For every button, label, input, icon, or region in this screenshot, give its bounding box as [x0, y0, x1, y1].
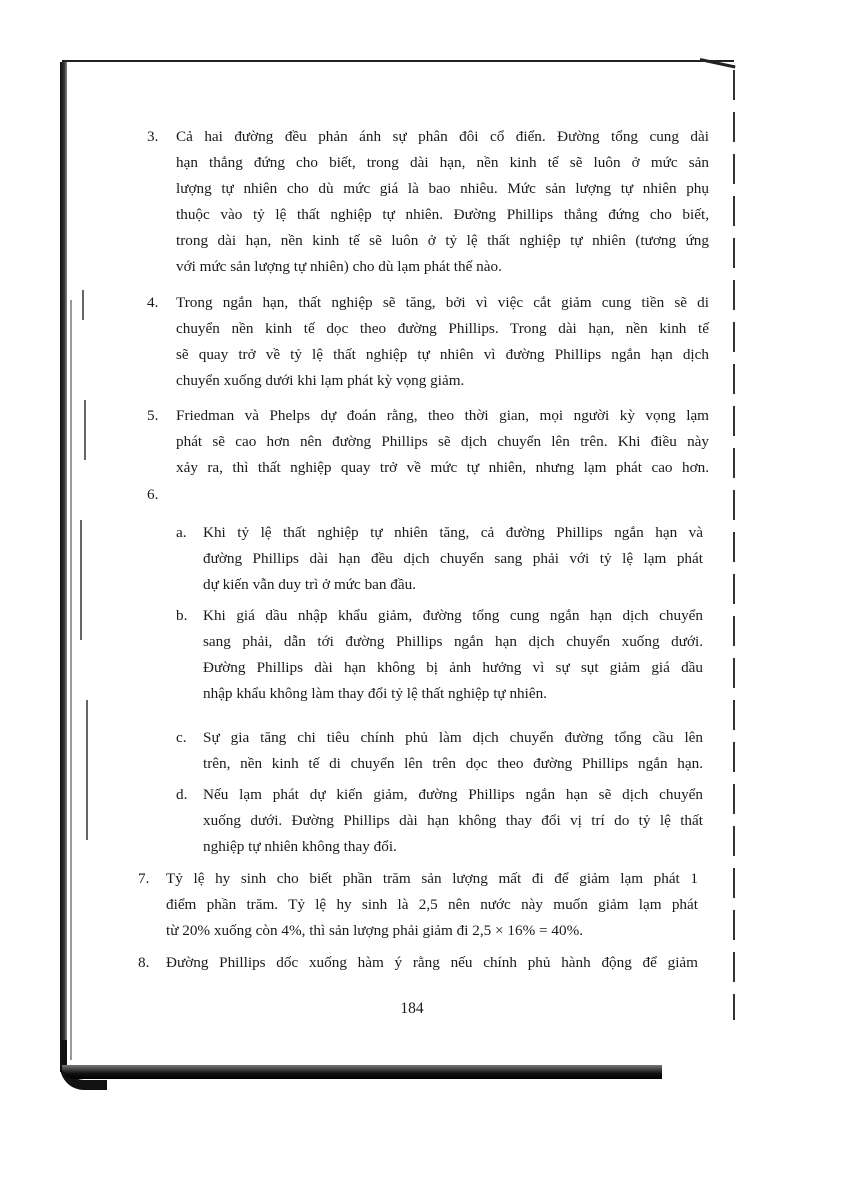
answer-4: [176, 290, 709, 394]
text-line: trên, nền kinh tế di chuyển lên trên dọc theo đường Phillips ngắn hạn.: [203, 755, 703, 772]
subitem-letter: d.: [176, 786, 188, 803]
answer-8: [166, 950, 698, 976]
answer-7: [166, 866, 698, 944]
text-line: nghiệp tự nhiên không thay đổi.: [203, 838, 397, 855]
text-line: lượng tự nhiên cho dù mức giá là bao nhiêu. Mức sản lượng tự nhiên phụ: [176, 180, 709, 197]
item-number: 6.: [147, 486, 159, 503]
subitem-letter: b.: [176, 607, 188, 624]
text-line: Đường Phillips dốc xuống hàm ý rằng nếu chính phủ hành động để giảm: [166, 954, 698, 971]
text-line: từ 20% xuống còn 4%, thì sản lượng phải giảm đi 2,5 × 16% = 40%.: [166, 922, 584, 939]
text-line: Tỷ lệ hy sinh cho biết phần trăm sản lượng mất đi để giảm lạm phát 1: [166, 870, 698, 887]
text-line: thuộc vào tỷ lệ thất nghiệp tự nhiên. Đường Phillips thẳng đứng cho biết,: [176, 206, 709, 223]
text-line: chuyển xuống dưới khi lạm phát kỳ vọng giảm.: [176, 372, 465, 389]
text-line: chuyển nền kinh tế dọc theo đường Phillips. Trong dài hạn, nền kinh tế: [176, 320, 709, 337]
answer-6b: [203, 603, 703, 707]
text-line: Cả hai đường đều phản ánh sự phân đôi cổ điển. Đường tổng cung dài: [176, 128, 709, 145]
text-line: hạn thẳng đứng cho biết, trong dài hạn, nền kinh tế sẽ luôn ở mức sản: [176, 154, 709, 171]
text-line: điểm phần trăm. Tỷ lệ hy sinh là 2,5 nên nước này muốn giảm lạm phát: [166, 896, 698, 913]
text-line: phát sẽ cao hơn nên đường Phillips sẽ dịch chuyển lên trên. Khi điều này: [176, 433, 709, 450]
answer-5: [176, 403, 709, 481]
answer-6c: [203, 725, 703, 777]
text-line: trong dài hạn, nền kinh tế sẽ luôn ở tỷ lệ thất nghiệp tự nhiên (tương ứng: [176, 232, 709, 249]
subitem-letter: c.: [176, 729, 187, 746]
text-line: Friedman và Phelps dự đoán rằng, theo thời gian, mọi người kỳ vọng lạm: [176, 407, 709, 424]
page-number: 184: [400, 1000, 424, 1017]
text-line: đường Phillips dài hạn đều dịch chuyển sang phải với tỷ lệ lạm phát: [203, 550, 703, 567]
text-line: sẽ quay trở về tỷ lệ thất nghiệp tự nhiên vì đường Phillips ngắn hạn dịch: [176, 346, 709, 363]
text-line: Khi giá dầu nhập khẩu giảm, đường tổng cung ngắn hạn dịch chuyển: [203, 607, 703, 624]
text-line: nhập khẩu không làm thay đổi tỷ lệ thất nghiệp tự nhiên.: [203, 685, 547, 702]
item-number: 3.: [147, 128, 159, 145]
answer-6a: [203, 520, 703, 598]
item-number: 4.: [147, 294, 159, 311]
text-line: Đường Phillips dài hạn không bị ảnh hưởng vì sự sụt giảm giá dầu: [203, 659, 703, 676]
text-line: với mức sản lượng tự nhiên) cho dù lạm phát thế nào.: [176, 258, 502, 275]
item-number: 5.: [147, 407, 159, 424]
text-line: Nếu lạm phát dự kiến giảm, đường Phillips ngắn hạn sẽ dịch chuyển: [203, 786, 703, 803]
text-line: Sự gia tăng chi tiêu chính phủ làm dịch chuyển đường tổng cầu lên: [203, 729, 703, 746]
text-line: xuống dưới. Đường Phillips dài hạn không thay đổi vị trí do tỷ lệ thất: [203, 812, 703, 829]
text-line: sang phải, dẫn tới đường Phillips ngắn hạn dịch chuyển xuống dưới.: [203, 633, 703, 650]
subitem-letter: a.: [176, 524, 187, 541]
text-line: xảy ra, thì thất nghiệp quay trở về mức tự nhiên, nhưng lạm phát cao hơn.: [176, 459, 709, 476]
item-number: 7.: [138, 870, 150, 887]
item-number: 8.: [138, 954, 150, 971]
answer-6d: [203, 782, 703, 860]
text-line: Trong ngắn hạn, thất nghiệp sẽ tăng, bởi vì việc cắt giảm cung tiền sẽ di: [176, 294, 709, 311]
text-line: Khi tỷ lệ thất nghiệp tự nhiên tăng, cả đường Phillips ngắn hạn và: [203, 524, 703, 541]
answer-3: [176, 124, 709, 280]
text-line: dự kiến vẫn duy trì ở mức ban đầu.: [203, 576, 417, 593]
